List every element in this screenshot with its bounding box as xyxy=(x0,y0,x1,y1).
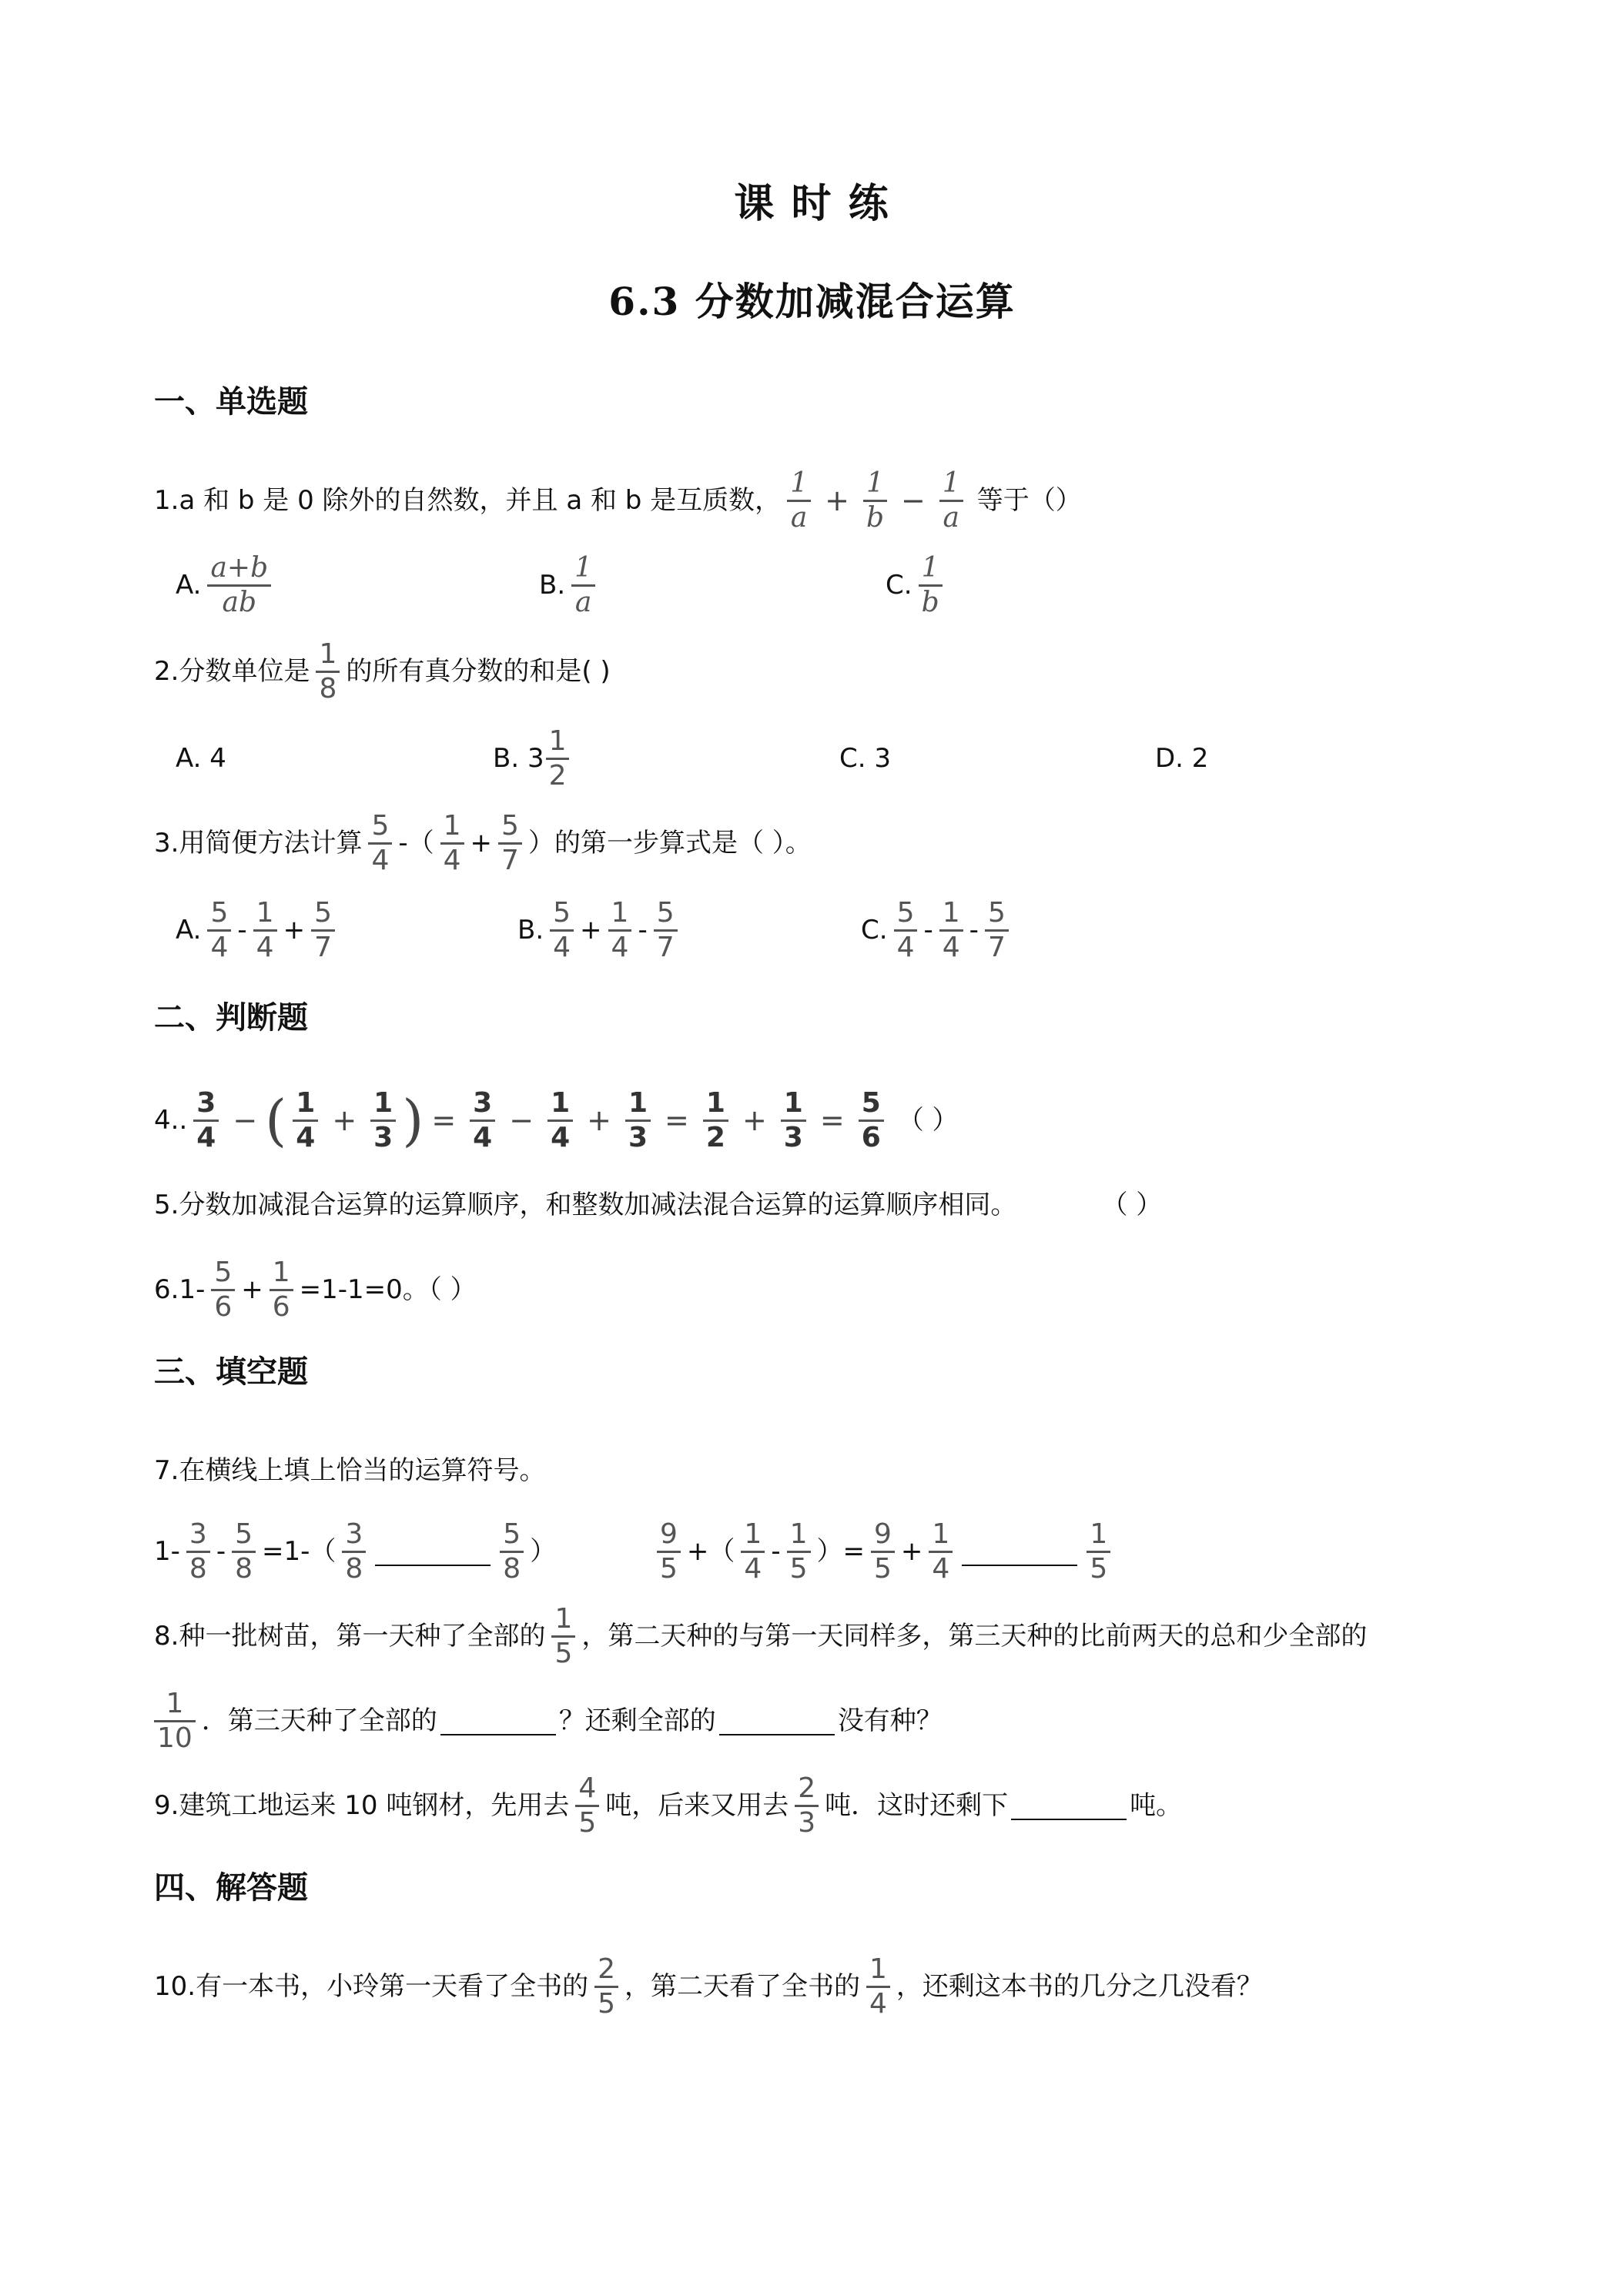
fraction: $\frac{1}{8}$ xyxy=(316,641,340,703)
question-7-part-a: 1- $\frac{3}{8}$ - $\frac{5}{8}$ =1-（ $\frac{3}{8}$ $\frac{5}{8}$ ） xyxy=(154,1518,557,1585)
fraction: $\frac{1}{4}$ xyxy=(547,1089,573,1152)
section-heading-answer: 四、解答题 xyxy=(154,1870,308,1906)
lesson-title: 6.3 分数加减混合运算 xyxy=(608,279,1016,324)
fraction: $\frac{3}{4}$ xyxy=(470,1089,495,1152)
fraction: $\frac{5}{7}$ xyxy=(654,899,678,962)
fraction: $\frac{1}{4}$ xyxy=(939,899,963,962)
fraction: $\frac{5}{7}$ xyxy=(985,899,1009,962)
fraction: $\frac{1}{5}$ xyxy=(551,1605,575,1668)
question-8: 8.种一批树苗，第一天种了全部的 $\frac{1}{5}$ ，第二天种的与第一天同样多，第三天种的比前两天的总和少全部的 xyxy=(154,1602,1368,1669)
answer-blank[interactable] xyxy=(440,1706,556,1735)
fraction: $\frac{5}{4}$ xyxy=(550,899,574,962)
section-heading-true-false: 二、判断题 xyxy=(154,1000,308,1036)
fraction: $\frac{5}{8}$ xyxy=(232,1521,256,1583)
answer-blank[interactable] xyxy=(962,1537,1077,1566)
fraction: $\frac{5}{7}$ xyxy=(498,812,522,875)
fraction: $\frac{1}{4}$ xyxy=(253,899,277,962)
fraction: $\frac{5}{4}$ xyxy=(894,899,918,962)
question-3: 3.用简便方法计算 $\frac{5}{4}$ -（ $\frac{1}{4}$ + $\frac{5}{7}$ ）的第一步算式是（ ）。 xyxy=(154,809,812,876)
fraction: $\frac{3}{4}$ xyxy=(193,1089,219,1152)
fraction: $\frac{4}{5}$ xyxy=(575,1775,599,1837)
question-10: 10.有一本书，小玲第一天看了全书的 $\frac{2}{5}$ ，第二天看了全书的 $\frac{1}{4}$ ，还剩这本书的几分之几没看？ xyxy=(154,1953,1263,2020)
fraction: $\frac{1}{a}$ xyxy=(939,470,963,532)
fraction: $\frac{1}{5}$ xyxy=(1087,1521,1110,1583)
fraction: $\frac{5}{8}$ xyxy=(500,1521,524,1583)
fraction: $\frac{1}{a}$ xyxy=(787,470,811,532)
question-1: 1.a 和 b 是 0 除外的自然数，并且 a 和 b 是互质数， $\frac{1}{a}$ + $\frac{1}{b}$ − $\frac{1}{a}$ 等于（） xyxy=(154,467,1082,534)
fraction: $\frac{1}{3}$ xyxy=(370,1089,396,1152)
section-heading-single-choice: 一、单选题 xyxy=(154,384,308,420)
question-3-option-a[interactable]: A. $\frac{5}{4}$ - $\frac{1}{4}$ + $\frac{5}{7}$ xyxy=(176,899,341,961)
fraction: $\frac{1}{4}$ xyxy=(866,1956,890,2018)
worksheet-title: 课 时 练 xyxy=(734,180,890,227)
fraction: $\frac{9}{5}$ xyxy=(657,1521,681,1583)
fraction: $\frac{2}{3}$ xyxy=(795,1775,819,1837)
fraction: $\frac{1}{b}$ xyxy=(863,470,887,532)
question-2-option-c[interactable]: C. 3 xyxy=(839,743,891,774)
fraction: $\frac{1}{4}$ xyxy=(929,1521,953,1583)
answer-blank[interactable] xyxy=(719,1706,835,1735)
fraction: $\frac{1}{5}$ xyxy=(787,1521,811,1583)
fraction: $\frac{3}{8}$ xyxy=(342,1521,366,1583)
question-5: 5.分数加减混合运算的运算顺序，和整数加减法混合运算的运算顺序相同。 （ ） xyxy=(154,1174,1162,1236)
question-1-option-b[interactable]: B. $\frac{1}{a}$ xyxy=(539,554,601,616)
fraction: $\frac{1}{b}$ xyxy=(919,554,943,617)
question-2: 2.分数单位是 $\frac{1}{8}$ 的所有真分数的和是( ) xyxy=(154,638,611,705)
fraction: $\frac{3}{8}$ xyxy=(186,1521,210,1583)
fraction: $\frac{1}{a}$ xyxy=(571,554,595,617)
fraction: $\frac{1}{10}$ xyxy=(154,1690,196,1752)
question-9: 9.建筑工地运来 10 吨钢材，先用去 $\frac{4}{5}$ 吨，后来又用去 $\frac{2}{3}$ 吨．这时还剩下 吨。 xyxy=(154,1772,1183,1839)
fraction: $\frac{2}{5}$ xyxy=(594,1956,618,2018)
fraction: $\frac{5}{4}$ xyxy=(368,812,392,875)
fraction: $\frac{5}{6}$ xyxy=(859,1089,884,1152)
question-3-option-c[interactable]: C. $\frac{5}{4}$ - $\frac{1}{4}$ - $\frac{5}{7}$ xyxy=(861,899,1015,961)
answer-blank[interactable] xyxy=(375,1537,491,1566)
question-2-option-a[interactable]: A. 4 xyxy=(176,743,226,774)
section-heading-fill-blank: 三、填空题 xyxy=(154,1354,308,1390)
question-1-option-a[interactable]: A. $\frac{a+b}{ab}$ xyxy=(176,554,277,616)
question-1-prefix: 1.a 和 b 是 0 除外的自然数，并且 a 和 b 是互质数， xyxy=(154,485,782,516)
answer-blank[interactable] xyxy=(1011,1791,1127,1820)
answer-paren[interactable]: =1-1=0。（ ） xyxy=(299,1274,477,1305)
question-4: 4.. $\frac{3}{4}$ − ( $\frac{1}{4}$ + $\frac{1}{3}$ ) = $\frac{3}{4}$ − $\frac{1}{4}$ + $\frac{1}{3}$ = $\frac{1}{2}$ + $\frac{1}{3}$ = $\frac{5}{6}$ （ ） xyxy=(154,1086,959,1153)
question-6: 6.1- $\frac{5}{6}$ + $\frac{1}{6}$ =1-1=0。（ ） xyxy=(154,1256,477,1323)
fraction: $\frac{1}{4}$ xyxy=(293,1089,318,1152)
fraction: $\frac{1}{4}$ xyxy=(741,1521,765,1583)
fraction: $\frac{1}{4}$ xyxy=(608,899,632,962)
answer-paren[interactable]: （ ） xyxy=(897,1105,959,1136)
fraction: $\frac{1}{4}$ xyxy=(440,812,464,875)
fraction: $\frac{5}{6}$ xyxy=(211,1259,235,1321)
fraction: $\frac{1}{2}$ xyxy=(703,1089,728,1152)
fraction: $\frac{5}{7}$ xyxy=(311,899,335,962)
fraction: $\frac{9}{5}$ xyxy=(871,1521,895,1583)
fraction: $\frac{1}{6}$ xyxy=(270,1259,293,1321)
fraction: $\frac{1}{2}$ xyxy=(546,728,570,790)
fraction: $\frac{5}{4}$ xyxy=(207,899,231,962)
question-3-option-b[interactable]: B. $\frac{5}{4}$ + $\frac{1}{4}$ - $\frac{5}{7}$ xyxy=(517,899,684,961)
question-2-option-b[interactable]: B. 3 $\frac{1}{2}$ xyxy=(493,728,575,789)
question-7: 7.在横线上填上恰当的运算符号。 xyxy=(154,1455,546,1486)
question-1-option-c[interactable]: C. $\frac{1}{b}$ xyxy=(886,554,949,616)
question-7-part-b: $\frac{9}{5}$ +（ $\frac{1}{4}$ - $\frac{1}{5}$ ）= $\frac{9}{5}$ + $\frac{1}{4}$ $\frac{1}{5}$ xyxy=(651,1521,1117,1582)
fraction: $\frac{1}{3}$ xyxy=(625,1089,651,1152)
answer-paren[interactable]: （ ） xyxy=(1101,1190,1163,1220)
fraction: $\frac{a+b}{ab}$ xyxy=(207,554,271,617)
fraction: $\frac{1}{3}$ xyxy=(781,1089,806,1152)
question-8-line-2: $\frac{1}{10}$ ．第三天种了全部的 ？还剩全部的 没有种？ xyxy=(154,1690,943,1752)
question-2-option-d[interactable]: D. 2 xyxy=(1155,743,1209,774)
